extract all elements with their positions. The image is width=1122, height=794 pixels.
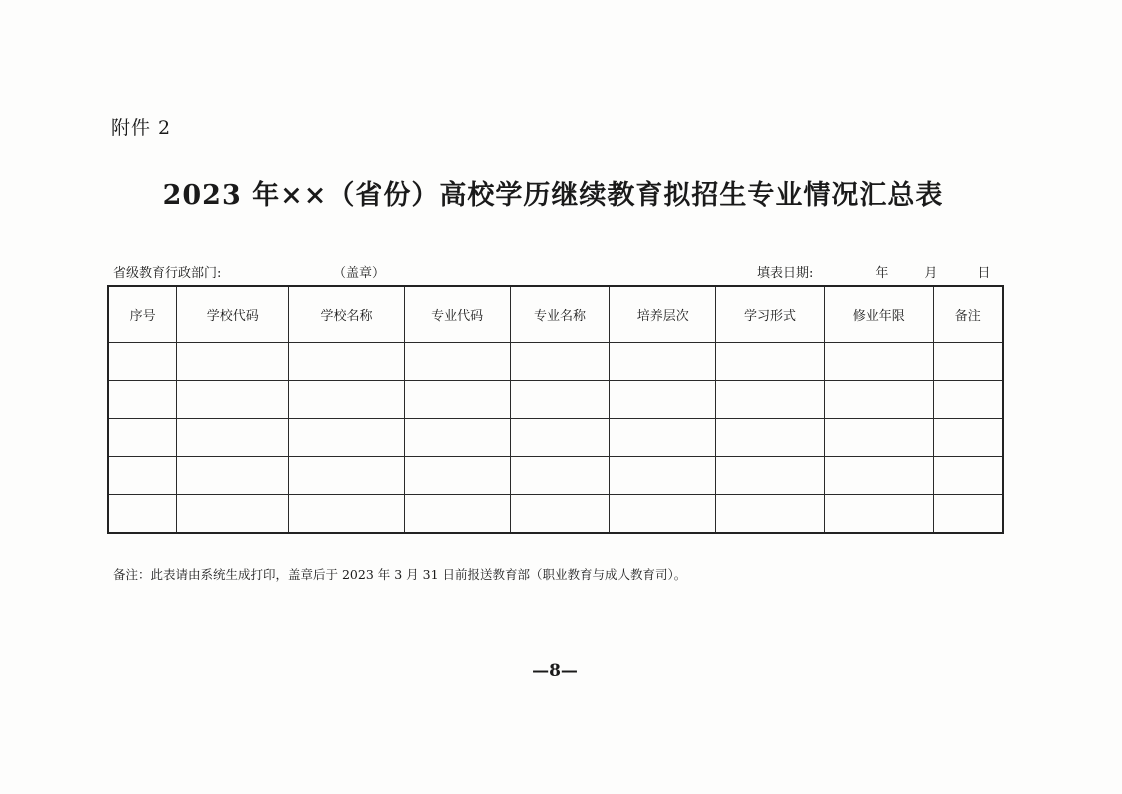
- table-cell: [108, 381, 177, 419]
- date-label: 填表日期:: [757, 266, 814, 281]
- table-cell: [404, 495, 510, 534]
- table-cell: [933, 495, 1003, 534]
- year-label: 年: [875, 266, 889, 281]
- table-cell: [177, 419, 289, 457]
- table-cell: [716, 419, 825, 457]
- table-cell: [177, 343, 289, 381]
- table-header-row: [108, 286, 1003, 343]
- table-cell: [510, 457, 610, 495]
- table-cell: [610, 457, 716, 495]
- table-cell: [108, 457, 177, 495]
- table-cell: [610, 419, 716, 457]
- table-cell: [108, 495, 177, 534]
- table-row: [108, 419, 1003, 457]
- table-cell: [510, 495, 610, 534]
- table-cell: [824, 419, 933, 457]
- table-cell: [510, 343, 610, 381]
- table-row: [108, 457, 1003, 495]
- table-cell: [933, 381, 1003, 419]
- col-header-training-level: 培养层次: [610, 286, 716, 343]
- page-number: —8—: [532, 661, 578, 681]
- table-cell: [289, 457, 405, 495]
- table-cell: [716, 381, 825, 419]
- table-cell: [824, 495, 933, 534]
- table-cell: [404, 381, 510, 419]
- month-label: 月: [924, 266, 938, 281]
- table-row: [108, 495, 1003, 534]
- table-cell: [716, 457, 825, 495]
- table-cell: [177, 495, 289, 534]
- table-cell: [177, 457, 289, 495]
- col-header-school-code: 学校代码: [177, 286, 289, 343]
- table-cell: [289, 381, 405, 419]
- table-cell: [610, 381, 716, 419]
- table-cell: [404, 457, 510, 495]
- table-cell: [108, 343, 177, 381]
- table-cell: [177, 381, 289, 419]
- footnote: 备注：此表请由系统生成打印，盖章后于 2023 年 3 月 31 日前报送教育部（职业教育与成人教育司）。: [113, 567, 687, 582]
- table-cell: [716, 495, 825, 534]
- col-header-duration: 修业年限: [824, 286, 933, 343]
- col-header-major-name: 专业名称: [510, 286, 610, 343]
- table-row: [108, 343, 1003, 381]
- table-cell: [404, 343, 510, 381]
- table-cell: [933, 343, 1003, 381]
- table-cell: [510, 381, 610, 419]
- table-cell: [289, 495, 405, 534]
- table-cell: [510, 419, 610, 457]
- table-cell: [716, 343, 825, 381]
- table-cell: [289, 343, 405, 381]
- table-cell: [404, 419, 510, 457]
- col-header-school-name: 学校名称: [289, 286, 405, 343]
- summary-table: [107, 285, 1004, 534]
- col-header-remarks: 备注: [933, 286, 1003, 343]
- table-row: [108, 381, 1003, 419]
- fill-date: [757, 262, 990, 281]
- col-header-major-code: 专业代码: [404, 286, 510, 343]
- table-cell: [289, 419, 405, 457]
- table-cell: [824, 343, 933, 381]
- page-title: 2023 年××（省份）高校学历继续教育拟招生专业情况汇总表: [162, 180, 944, 211]
- table-cell: [824, 381, 933, 419]
- col-header-study-mode: 学习形式: [716, 286, 825, 343]
- table-cell: [610, 495, 716, 534]
- table-cell: [824, 457, 933, 495]
- day-label: 日: [977, 266, 991, 281]
- attachment-label: 附件 2: [111, 117, 172, 139]
- col-header-index: 序号: [108, 286, 177, 343]
- table-cell: [610, 343, 716, 381]
- table-cell: [108, 419, 177, 457]
- seal-label: （盖章）: [333, 266, 386, 281]
- table-cell: [933, 457, 1003, 495]
- table-cell: [933, 419, 1003, 457]
- dept-label: 省级教育行政部门:: [113, 266, 222, 281]
